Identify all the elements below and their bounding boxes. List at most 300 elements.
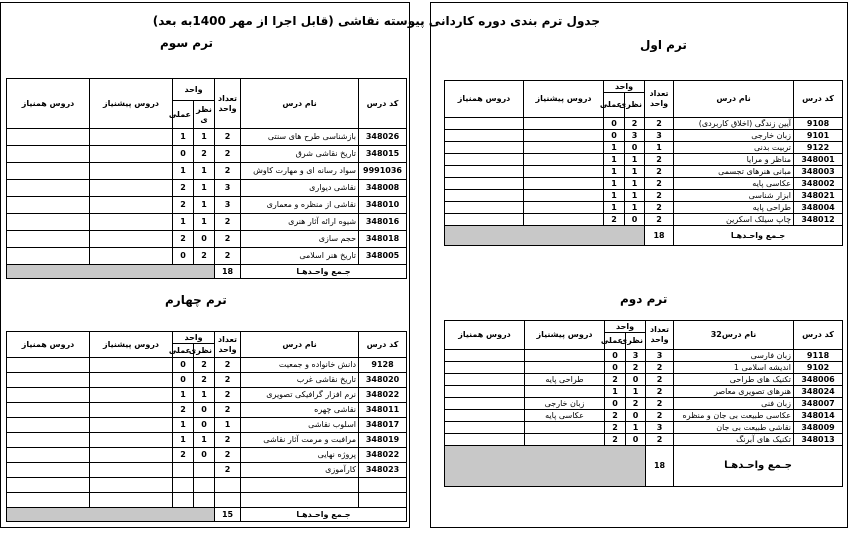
course-code: 348002 (794, 178, 843, 190)
course-units: 2 (645, 166, 674, 178)
course-coreq (7, 197, 90, 214)
course-units: 3 (215, 180, 241, 197)
course-theory: 1 (194, 180, 215, 197)
table-row (7, 248, 407, 265)
course-practical: 0 (604, 118, 625, 130)
total-filler (445, 226, 645, 246)
course-units: 3 (646, 350, 674, 362)
name-header: نام درس (241, 79, 359, 129)
prereq-header: دروس پیشنیاز (90, 332, 173, 358)
course-prereq (90, 214, 173, 231)
course-theory: 3 (626, 350, 646, 362)
course-name: اسلوب نقاشی (241, 418, 359, 433)
course-name: ابزار شناسی (674, 190, 794, 202)
course-name: زبان خارجی (674, 130, 794, 142)
course-units: 3 (215, 197, 241, 214)
course-code: 348014 (794, 410, 843, 422)
table-row (445, 362, 843, 374)
course-coreq (445, 386, 525, 398)
code-header: کد درس (794, 321, 843, 350)
course-prereq (524, 202, 604, 214)
course-code: 348026 (359, 129, 407, 146)
course-name: تاریخ نقاشی شرق (241, 146, 359, 163)
course-theory: 2 (194, 248, 215, 265)
course-coreq (7, 248, 90, 265)
course-coreq (445, 202, 524, 214)
course-coreq (7, 448, 90, 463)
theory-header: نظری (626, 333, 646, 350)
course-units: 2 (215, 358, 241, 373)
course-practical: 0 (173, 358, 194, 373)
course-theory: 0 (626, 434, 646, 446)
total-label: جـمع واحـدهـا (674, 446, 843, 487)
units-header: تعداد واحد (215, 332, 241, 358)
course-name: بازشناسی طرح های سنتی (241, 129, 359, 146)
course-coreq (445, 118, 524, 130)
course-units: 2 (215, 403, 241, 418)
table-row (7, 433, 407, 448)
course-name: عکاسی طبیعت بی جان و منظره (674, 410, 794, 422)
course-prereq: زبان خارجی (525, 398, 605, 410)
course-name: عکاسی پایه (674, 178, 794, 190)
course-theory: 3 (625, 130, 645, 142)
course-units: 2 (646, 398, 674, 410)
course-theory: 0 (626, 410, 646, 422)
term4-heading: ترم چهارم (165, 293, 227, 307)
table-row (445, 130, 843, 142)
course-code: 348021 (794, 190, 843, 202)
course-prereq (525, 422, 605, 434)
course-units: 3 (645, 130, 674, 142)
course-code: 348016 (359, 214, 407, 231)
table-row (445, 398, 843, 410)
course-theory: 1 (626, 422, 646, 434)
course-name: طراحی پایه (674, 202, 794, 214)
course-name: زبان فارسی (674, 350, 794, 362)
course-coreq (7, 129, 90, 146)
total-filler (7, 508, 215, 522)
course-practical: 2 (605, 422, 626, 434)
coreq-header: دروس همنیاز (445, 321, 525, 350)
course-code: 348006 (794, 374, 843, 386)
course-theory: 2 (626, 398, 646, 410)
course-name: دانش خانواده و جمعیت (241, 358, 359, 373)
course-name: مبانی هنرهای تجسمی (674, 166, 794, 178)
course-theory: 1 (194, 163, 215, 180)
table-row (7, 214, 407, 231)
empty-cell (359, 478, 407, 493)
course-prereq: عکاسی پایه (525, 410, 605, 422)
empty-cell (173, 478, 194, 493)
course-code: 348010 (359, 197, 407, 214)
course-prereq (524, 118, 604, 130)
course-coreq (7, 388, 90, 403)
code-header: کد درس (359, 332, 407, 358)
course-prereq (524, 166, 604, 178)
course-coreq (7, 180, 90, 197)
course-name: کارآموزی (241, 463, 359, 478)
table-row (7, 388, 407, 403)
course-coreq (7, 373, 90, 388)
course-theory: 1 (625, 178, 645, 190)
course-units: 1 (215, 418, 241, 433)
course-name: نقاشی از منظره و معماری (241, 197, 359, 214)
theory-header: نظری (625, 93, 645, 118)
code-header: کد درس (359, 79, 407, 129)
practical-header: عملی (604, 93, 625, 118)
course-units: 2 (646, 374, 674, 386)
empty-cell (215, 493, 241, 508)
course-prereq (90, 146, 173, 163)
course-coreq (445, 142, 524, 154)
empty-cell (241, 493, 359, 508)
course-prereq (90, 403, 173, 418)
empty-cell (194, 478, 215, 493)
course-prereq: طراحی پایه (525, 374, 605, 386)
course-prereq (525, 350, 605, 362)
course-code: 9101 (794, 130, 843, 142)
course-units: 2 (646, 386, 674, 398)
course-coreq (445, 190, 524, 202)
table-row (445, 410, 843, 422)
course-practical: 1 (604, 154, 625, 166)
total-units: 18 (215, 265, 241, 279)
course-theory: 1 (194, 388, 215, 403)
empty-cell (194, 493, 215, 508)
coreq-header: دروس همنیاز (7, 332, 90, 358)
table-row (7, 373, 407, 388)
course-units: 2 (215, 463, 241, 478)
theory-header: نظر ی (194, 101, 215, 129)
course-units: 2 (215, 163, 241, 180)
course-code: 348023 (359, 463, 407, 478)
course-practical: 1 (604, 166, 625, 178)
course-code: 348015 (359, 146, 407, 163)
course-code: 348017 (359, 418, 407, 433)
prereq-header: دروس پیشنیاز (90, 79, 173, 129)
course-code: 348008 (359, 180, 407, 197)
table-row (7, 418, 407, 433)
empty-cell (7, 493, 90, 508)
course-practical: 1 (604, 178, 625, 190)
course-practical: 0 (173, 248, 194, 265)
total-filler (7, 265, 215, 279)
course-prereq (90, 358, 173, 373)
table-row (445, 190, 843, 202)
course-units: 2 (646, 410, 674, 422)
course-units: 2 (645, 118, 674, 130)
course-prereq (524, 178, 604, 190)
course-units: 2 (215, 448, 241, 463)
course-name: آیین زندگی (اخلاق کاربردی) (674, 118, 794, 130)
table-row (7, 197, 407, 214)
course-units: 2 (646, 362, 674, 374)
units-header: تعداد واحد (646, 321, 674, 350)
table-row (445, 350, 843, 362)
course-practical: 1 (604, 190, 625, 202)
course-code: 9122 (794, 142, 843, 154)
unit-header: واحد (173, 79, 215, 101)
course-code: 348022 (359, 448, 407, 463)
course-prereq (90, 418, 173, 433)
course-name: تاریخ هنر اسلامی (241, 248, 359, 265)
empty-row (7, 478, 407, 493)
course-coreq (7, 463, 90, 478)
course-practical: 0 (605, 362, 626, 374)
course-theory: 2 (194, 358, 215, 373)
course-theory: 0 (625, 142, 645, 154)
course-units: 2 (215, 146, 241, 163)
prereq-header: دروس پیشنیاز (524, 81, 604, 118)
page-title: جدول ترم بندی دوره کاردانی پیوسته نقاشی (قابل اجرا از مهر 1400به بعد) (152, 14, 600, 28)
term4-table (6, 331, 407, 522)
term2-table (444, 320, 843, 487)
empty-cell (90, 478, 173, 493)
course-coreq (7, 433, 90, 448)
table-row (445, 434, 843, 446)
course-code: 348013 (794, 434, 843, 446)
table-row (7, 163, 407, 180)
course-prereq (90, 248, 173, 265)
table-row (445, 374, 843, 386)
course-coreq (445, 362, 525, 374)
course-code: 348007 (794, 398, 843, 410)
table-row (7, 146, 407, 163)
course-name: مناظر و مرایا (674, 154, 794, 166)
units-header: تعداد واحد (215, 79, 241, 129)
course-name: تکنیک های طراحی (674, 374, 794, 386)
course-theory: 1 (625, 202, 645, 214)
course-practical: 2 (173, 231, 194, 248)
table-row (7, 403, 407, 418)
table-row (445, 166, 843, 178)
course-theory: 2 (625, 118, 645, 130)
course-code: 348003 (794, 166, 843, 178)
coreq-header: دروس همنیاز (445, 81, 524, 118)
course-practical: 1 (173, 214, 194, 231)
table-row (445, 422, 843, 434)
term3-table (6, 78, 407, 279)
empty-cell (173, 493, 194, 508)
course-theory: 2 (194, 373, 215, 388)
course-practical: 1 (173, 129, 194, 146)
course-units: 2 (215, 373, 241, 388)
course-coreq (445, 214, 524, 226)
course-theory: 1 (194, 197, 215, 214)
course-code: 348001 (794, 154, 843, 166)
course-theory: 1 (625, 154, 645, 166)
course-code: 348004 (794, 202, 843, 214)
course-practical: 1 (173, 163, 194, 180)
course-coreq (445, 410, 525, 422)
course-units: 2 (215, 231, 241, 248)
unit-header: واحد (605, 321, 646, 333)
term2-heading: ترم دوم (620, 292, 668, 306)
course-prereq (90, 463, 173, 478)
course-units: 2 (645, 178, 674, 190)
course-code: 348005 (359, 248, 407, 265)
table-row (7, 129, 407, 146)
table-row (7, 231, 407, 248)
course-name: حجم سازی (241, 231, 359, 248)
code-header: کد درس (794, 81, 843, 118)
course-units: 2 (645, 190, 674, 202)
course-units: 2 (646, 434, 674, 446)
course-theory: 0 (194, 403, 215, 418)
course-name: هنرهای تصویری معاصر (674, 386, 794, 398)
course-prereq (524, 142, 604, 154)
course-name: پروژه نهایی (241, 448, 359, 463)
course-name: نقاشی چهره (241, 403, 359, 418)
empty-cell (241, 478, 359, 493)
empty-cell (7, 478, 90, 493)
course-practical: 0 (605, 350, 626, 362)
course-practical: 2 (173, 403, 194, 418)
course-practical: 1 (173, 418, 194, 433)
course-practical: 0 (605, 398, 626, 410)
course-units: 2 (215, 433, 241, 448)
theory-header: نظری (194, 344, 215, 358)
table-row (445, 154, 843, 166)
course-code: 9108 (794, 118, 843, 130)
total-label: جـمع واحـدهـا (674, 226, 843, 246)
course-coreq (7, 418, 90, 433)
course-prereq (90, 197, 173, 214)
course-prereq (525, 362, 605, 374)
course-name: تکنیک های آبرنگ (674, 434, 794, 446)
course-coreq (7, 214, 90, 231)
course-theory: 2 (626, 362, 646, 374)
table-row (7, 448, 407, 463)
course-prereq (90, 388, 173, 403)
name-header: نام درس (241, 332, 359, 358)
total-label: جـمع واحـدهـا (241, 508, 407, 522)
course-practical: 2 (173, 197, 194, 214)
course-units: 2 (215, 388, 241, 403)
unit-header: واحد (173, 332, 215, 344)
course-theory: 2 (194, 146, 215, 163)
empty-row (7, 493, 407, 508)
practical-header: عملی (605, 333, 626, 350)
course-coreq (445, 434, 525, 446)
course-prereq (90, 163, 173, 180)
course-theory: 1 (194, 214, 215, 231)
table-row (445, 142, 843, 154)
course-practical: 0 (173, 373, 194, 388)
course-prereq (90, 433, 173, 448)
course-code: 348020 (359, 373, 407, 388)
table-row (445, 118, 843, 130)
course-name: زبان فنی (674, 398, 794, 410)
course-code: 348018 (359, 231, 407, 248)
total-units: 15 (215, 508, 241, 522)
course-coreq (445, 350, 525, 362)
course-practical: 1 (604, 142, 625, 154)
term1-table (444, 80, 843, 246)
table-row (7, 358, 407, 373)
course-coreq (445, 130, 524, 142)
course-name: اندیشه اسلامی 1 (674, 362, 794, 374)
course-code: 348024 (794, 386, 843, 398)
course-practical: 2 (605, 434, 626, 446)
coreq-header: دروس همنیاز (7, 79, 90, 129)
table-row (7, 463, 407, 478)
course-units: 3 (646, 422, 674, 434)
course-practical: 1 (604, 202, 625, 214)
empty-cell (90, 493, 173, 508)
total-units: 18 (645, 226, 674, 246)
total-label: جـمع واحـدهـا (241, 265, 407, 279)
course-code: 9991036 (359, 163, 407, 180)
prereq-header: دروس پیشنیاز (525, 321, 605, 350)
table-row (445, 386, 843, 398)
course-practical: 0 (173, 146, 194, 163)
course-coreq (7, 163, 90, 180)
course-name: شیوه ارائه آثار هنری (241, 214, 359, 231)
total-units: 18 (646, 446, 674, 487)
course-code: 348019 (359, 433, 407, 448)
course-prereq (90, 231, 173, 248)
course-coreq (445, 178, 524, 190)
course-code: 348012 (794, 214, 843, 226)
empty-cell (215, 478, 241, 493)
course-coreq (445, 398, 525, 410)
name-header: نام درس32 (674, 321, 794, 350)
table-row (445, 178, 843, 190)
course-name: نقاشی دیواری (241, 180, 359, 197)
course-practical: 1 (605, 386, 626, 398)
course-prereq (524, 190, 604, 202)
course-practical: 2 (605, 374, 626, 386)
units-header: تعداد واحد (645, 81, 674, 118)
course-prereq (524, 214, 604, 226)
course-name: نقاشی طبیعت بی جان (674, 422, 794, 434)
course-code: 348011 (359, 403, 407, 418)
course-theory: 0 (626, 374, 646, 386)
course-theory: 1 (194, 129, 215, 146)
course-prereq (90, 373, 173, 388)
course-name: نرم افزار گرافیکی تصویری (241, 388, 359, 403)
course-code: 9102 (794, 362, 843, 374)
table-row (445, 202, 843, 214)
course-practical: 2 (605, 410, 626, 422)
course-units: 2 (645, 214, 674, 226)
course-prereq (90, 180, 173, 197)
course-theory: 1 (626, 386, 646, 398)
course-prereq (90, 129, 173, 146)
course-name: مرافبت و مرمت آثار نقاشی (241, 433, 359, 448)
course-theory (194, 463, 215, 478)
practical-header: عملی (173, 344, 194, 358)
course-prereq (524, 154, 604, 166)
course-name: سواد رسانه ای و مهارت کاوش (241, 163, 359, 180)
course-coreq (445, 154, 524, 166)
course-theory: 0 (194, 448, 215, 463)
course-prereq (525, 434, 605, 446)
course-practical: 2 (173, 180, 194, 197)
term3-heading: ترم سوم (160, 36, 214, 50)
course-units: 2 (215, 129, 241, 146)
course-units: 1 (645, 142, 674, 154)
course-name: چاپ سیلک اسکرین (674, 214, 794, 226)
course-practical: 1 (173, 388, 194, 403)
course-practical: 1 (173, 433, 194, 448)
course-coreq (7, 403, 90, 418)
course-coreq (445, 166, 524, 178)
course-coreq (445, 374, 525, 386)
course-theory: 1 (194, 433, 215, 448)
empty-cell (359, 493, 407, 508)
